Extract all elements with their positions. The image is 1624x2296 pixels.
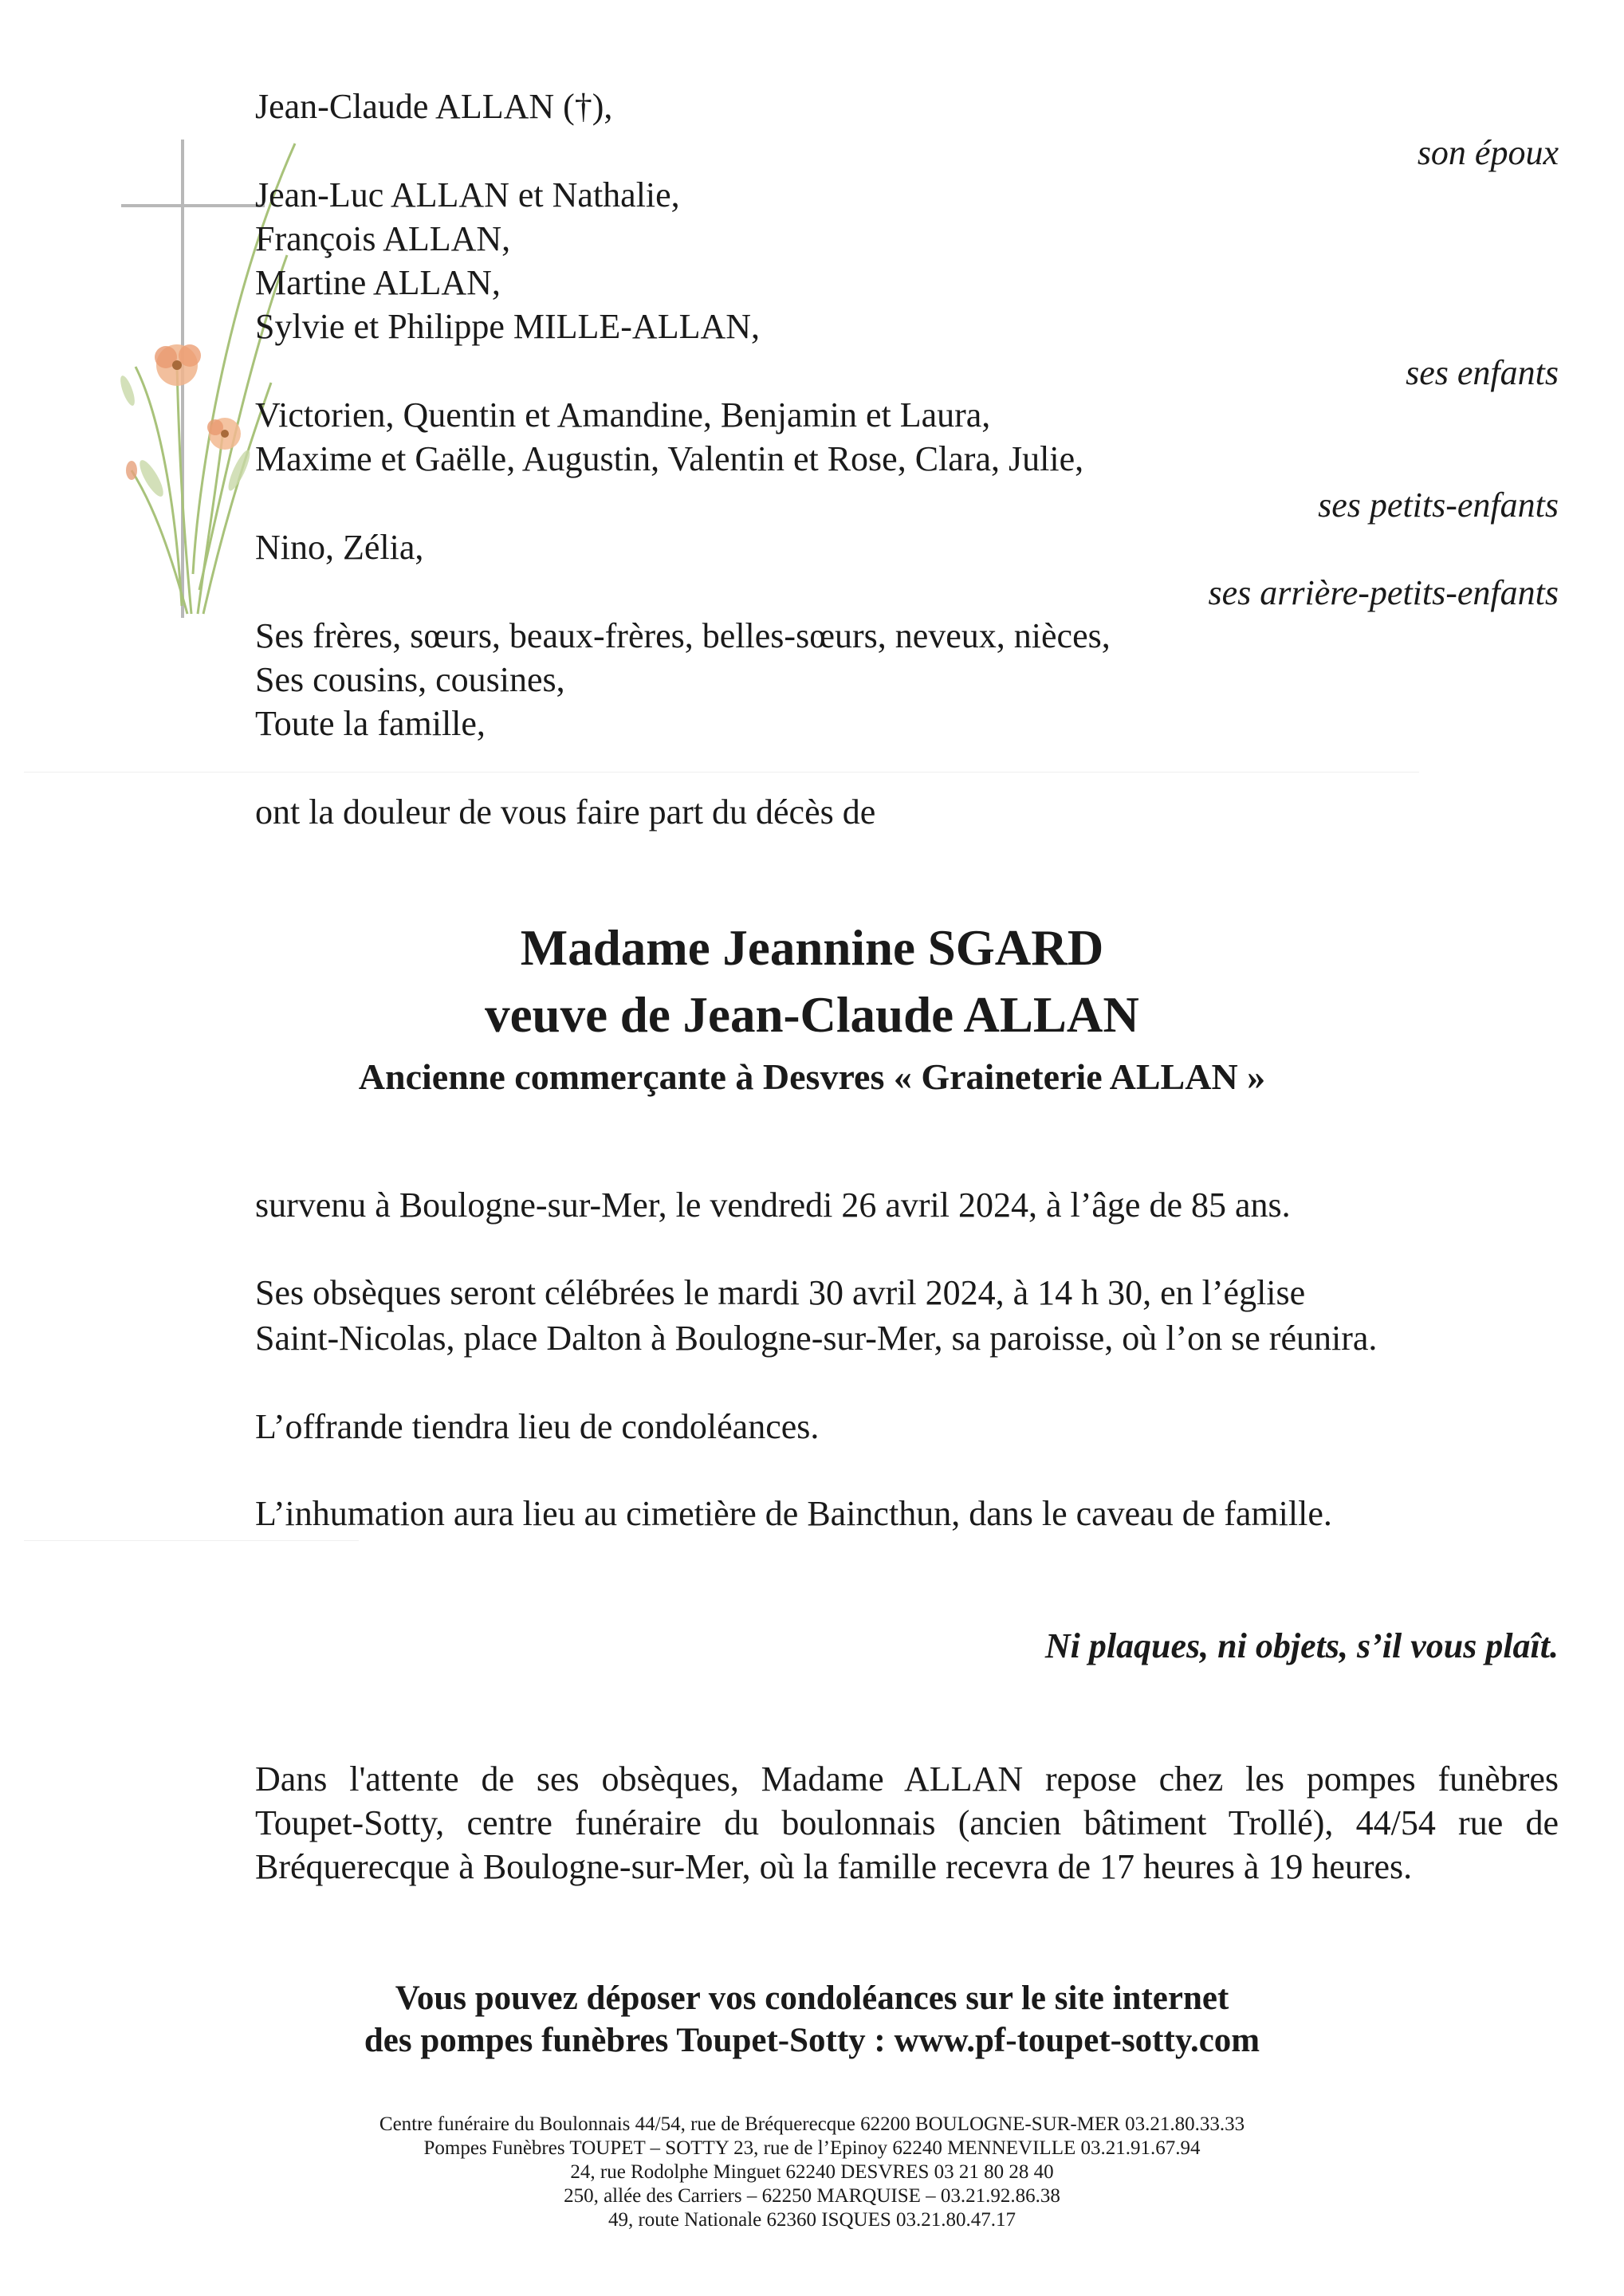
child-3: Martine ALLAN,: [255, 263, 501, 302]
footer-line-1: Centre funéraire du Boulonnais 44/54, rue de Bréquerecque 62200 BOULOGNE-SUR-MER 03.21.80.33.33: [379, 2113, 1245, 2135]
grandchildren-line-2: Maxime et Gaëlle, Augustin, Valentin et Rose, Clara, Julie,: [255, 439, 1084, 478]
deceased-name: Madame Jeannine SGARD: [520, 920, 1104, 976]
grandchildren-line-1: Victorien, Quentin et Amandine, Benjamin et Laura,: [255, 395, 991, 434]
footer-line-2: Pompes Funèbres TOUPET – SOTTY 23, rue de l’Epinoy 62240 MENNEVILLE 03.21.91.67.94: [423, 2137, 1201, 2159]
offering-text: L’offrande tiendra lieu de condoléances.: [255, 1407, 820, 1446]
great-grandchildren-role: ses arrière-petits-enfants: [1208, 573, 1559, 612]
footer-line-5: 49, route Nationale 62360 ISQUES 03.21.80.47.17: [608, 2209, 1016, 2231]
deceased-occupation: Ancienne commerçante à Desvres « Graineterie ALLAN »: [358, 1056, 1266, 1097]
child-4: Sylvie et Philippe MILLE-ALLAN,: [255, 307, 761, 346]
children-role: ses enfants: [1406, 353, 1559, 392]
announcement-text: ont la douleur de vous faire part du décès de: [255, 792, 876, 832]
husband-name: Jean-Claude ALLAN (†),: [255, 87, 613, 126]
footer-line-3: 24, rue Rodolphe Minguet 62240 DESVRES 03 21 80 28 40: [570, 2161, 1054, 2183]
deceased-widow-of: veuve de Jean-Claude ALLAN: [485, 987, 1139, 1043]
relatives-line-3: Toute la famille,: [255, 704, 486, 743]
death-details: survenu à Boulogne-sur-Mer, le vendredi 26 avril 2024, à l’âge de 85 ans.: [255, 1185, 1291, 1225]
funeral-line-1: Ses obsèques seront célébrées le mardi 30 avril 2024, à 14 h 30, en l’église: [255, 1273, 1306, 1312]
faint-rule-top: [24, 772, 1419, 773]
rest-line-3: Bréquerecque à Boulogne-sur-Mer, où la famille recevra de 17 heures à 19 heures.: [255, 1847, 1413, 1886]
relatives-line-2: Ses cousins, cousines,: [255, 660, 565, 699]
no-flowers-notice: Ni plaques, ni objets, s’il vous plaît.: [1044, 1626, 1559, 1665]
website-line-1: Vous pouvez déposer vos condoléances sur le site internet: [395, 1980, 1229, 2017]
grandchildren-role: ses petits-enfants: [1318, 486, 1559, 525]
rest-line-1: Dans l'attente de ses obsèques, Madame ALLAN repose chez les pompes funèbres: [255, 1759, 1559, 1799]
funeral-line-2: Saint-Nicolas, place Dalton à Boulogne-sur-Mer, sa paroisse, où l’on se réunira.: [255, 1319, 1378, 1358]
burial-text: L’inhumation aura lieu au cimetière de Baincthun, dans le caveau de famille.: [255, 1494, 1332, 1533]
husband-role: son époux: [1417, 133, 1559, 172]
rest-line-2: Toupet-Sotty, centre funéraire du boulonnais (ancien bâtiment Trollé), 44/54 rue de: [255, 1803, 1559, 1842]
cross-icon: [121, 140, 265, 618]
great-grandchildren: Nino, Zélia,: [255, 528, 424, 567]
faint-rule-bottom: [24, 1540, 359, 1541]
relatives-line-1: Ses frères, sœurs, beaux-frères, belles-sœurs, neveux, nièces,: [255, 616, 1111, 655]
footer-line-4: 250, allée des Carriers – 62250 MARQUISE – 03.21.92.86.38: [564, 2185, 1060, 2207]
child-2: François ALLAN,: [255, 219, 511, 258]
child-1: Jean-Luc ALLAN et Nathalie,: [255, 175, 680, 214]
website-line-2: des pompes funèbres Toupet-Sotty : www.pf-toupet-sotty.com: [364, 2022, 1260, 2059]
